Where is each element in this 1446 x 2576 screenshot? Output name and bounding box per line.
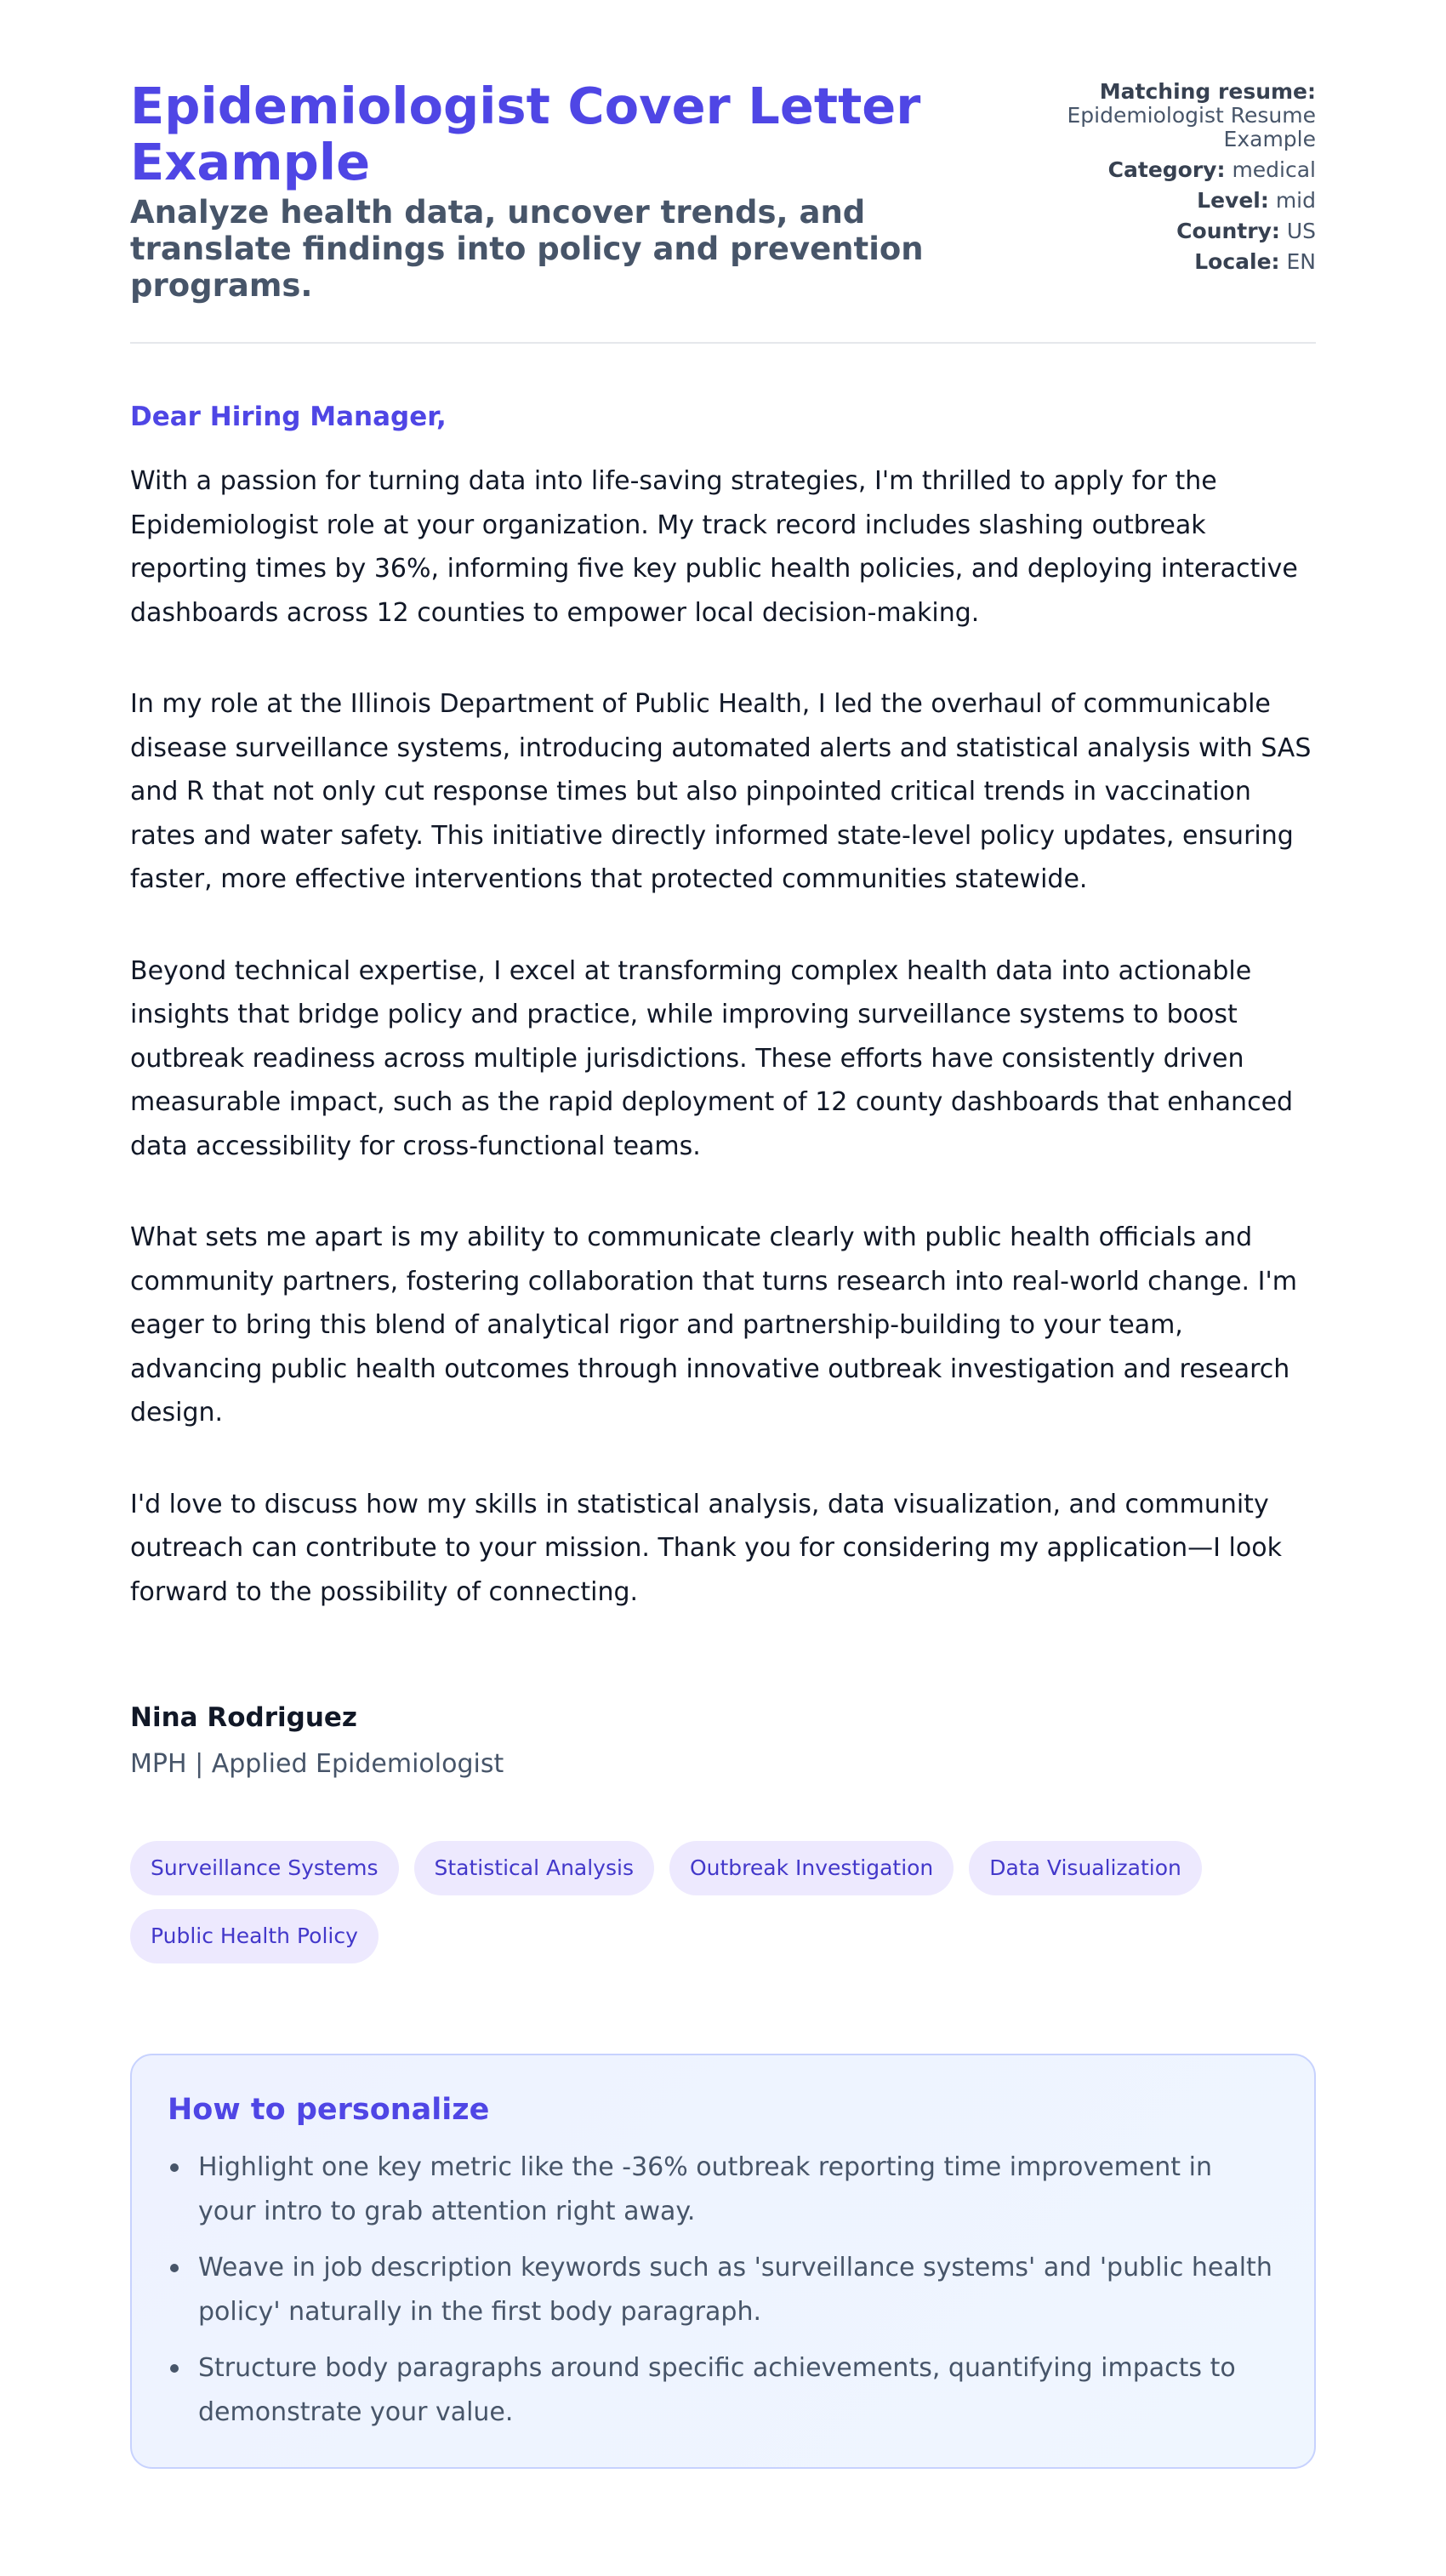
letter-body xyxy=(130,400,1316,1781)
meta-level xyxy=(1044,189,1316,213)
meta-country-label: Country: xyxy=(1176,219,1280,243)
skill-tags xyxy=(130,1841,1316,1963)
skill-tag: Surveillance Systems xyxy=(130,1841,399,1895)
page-subtitle: Analyze health data, uncover trends, and translate findings into policy and prevention programs. xyxy=(130,194,924,304)
meta-level-label: Level: xyxy=(1197,188,1269,213)
skill-tag: Statistical Analysis xyxy=(414,1841,654,1895)
meta-country-value: US xyxy=(1286,219,1316,243)
meta-country xyxy=(1044,219,1316,243)
letter-paragraph: In my role at the Illinois Department of Public Health, I led the overhaul of communicable disease surveillance systems, introducing automated alerts and statistical analysis with SAS and R that not only cut response times but also pinpointed critical trends in vaccination rates and water safety. This initiative directly informed state-level policy updates, ensuring faster, more effective interventions that protected communities statewide. xyxy=(130,689,1312,894)
meta-matching-resume-label: Matching resume: xyxy=(1099,79,1316,104)
tips-item-text: Structure body paragraphs around specific achievements, quantifying impacts to demonstrate your value. xyxy=(198,2353,1236,2427)
letter-greeting: Dear Hiring Manager, xyxy=(130,402,447,432)
meta-category-label: Category: xyxy=(1107,157,1226,182)
signature-name: Nina Rodriguez xyxy=(130,1702,357,1733)
meta-level-value: mid xyxy=(1275,188,1316,213)
letter-paragraph: Beyond technical expertise, I excel at transforming complex health data into actionable insights that bridge policy and practice, while improving surveillance systems to boost outbreak readiness across multiple jurisdictions. These efforts have consistently driven measurable impact, such as the rapid deployment of 12 county dashboards that enhanced data accessibility for cross-functional teams. xyxy=(130,955,1294,1161)
tips-title: How to personalize xyxy=(168,2093,490,2127)
tips-item xyxy=(198,2246,1277,2334)
meta-category-value: medical xyxy=(1232,157,1316,182)
skill-tag: Data Visualization xyxy=(969,1841,1202,1895)
letter-paragraph: I'd love to discuss how my skills in statistical analysis, data visualization, and community outreach can contribute to your mission. Thank you for considering my application—I look forward to the possibility of connecting. xyxy=(130,1489,1282,1607)
letter-paragraph: What sets me apart is my ability to communicate clearly with public health officials and community partners, fostering collaboration that turns research into real-world change. I'm eager to bring this blend of analytical rigor and partnership-building to your team, advancing public health outcomes through innovative outbreak investigation and research design. xyxy=(130,1222,1297,1428)
meta-matching-resume xyxy=(1044,80,1316,151)
bullet-icon xyxy=(170,2264,179,2272)
skill-tag: Outbreak Investigation xyxy=(669,1841,954,1895)
tips-item-text: Highlight one key metric like the -36% outbreak reporting time improvement in your intro to grab attention right away. xyxy=(198,2152,1212,2226)
meta-category xyxy=(1044,158,1316,182)
letter-paragraph: With a passion for turning data into life-saving strategies, I'm thrilled to apply for the Epidemiologist role at your organization. My track record includes slashing outbreak reporting times by 36%, informing five key public health policies, and deploying interactive dashboards across 12 counties to empower local decision-making. xyxy=(130,466,1298,628)
page-title: Epidemiologist Cover Letter Example xyxy=(130,77,921,191)
meta-matching-resume-value: Epidemiologist Resume Example xyxy=(1067,103,1316,151)
tips-list xyxy=(168,2146,1277,2435)
signature-block xyxy=(130,1701,1316,1781)
meta-locale-value: EN xyxy=(1286,249,1316,274)
personalize-tips-box xyxy=(130,2054,1316,2469)
meta-locale xyxy=(1044,250,1316,274)
skill-tag: Public Health Policy xyxy=(130,1909,379,1963)
tips-item-text: Weave in job description keywords such as 'surveillance systems' and 'public health policy' naturally in the first body paragraph. xyxy=(198,2253,1272,2327)
meta-panel xyxy=(1044,80,1316,281)
signature-title: MPH | Applied Epidemiologist xyxy=(130,1749,504,1779)
bullet-icon xyxy=(170,2163,179,2172)
page-header xyxy=(130,78,1316,344)
meta-locale-label: Locale: xyxy=(1194,249,1280,274)
tips-item xyxy=(198,2146,1277,2234)
tips-item xyxy=(198,2346,1277,2435)
bullet-icon xyxy=(170,2364,179,2373)
